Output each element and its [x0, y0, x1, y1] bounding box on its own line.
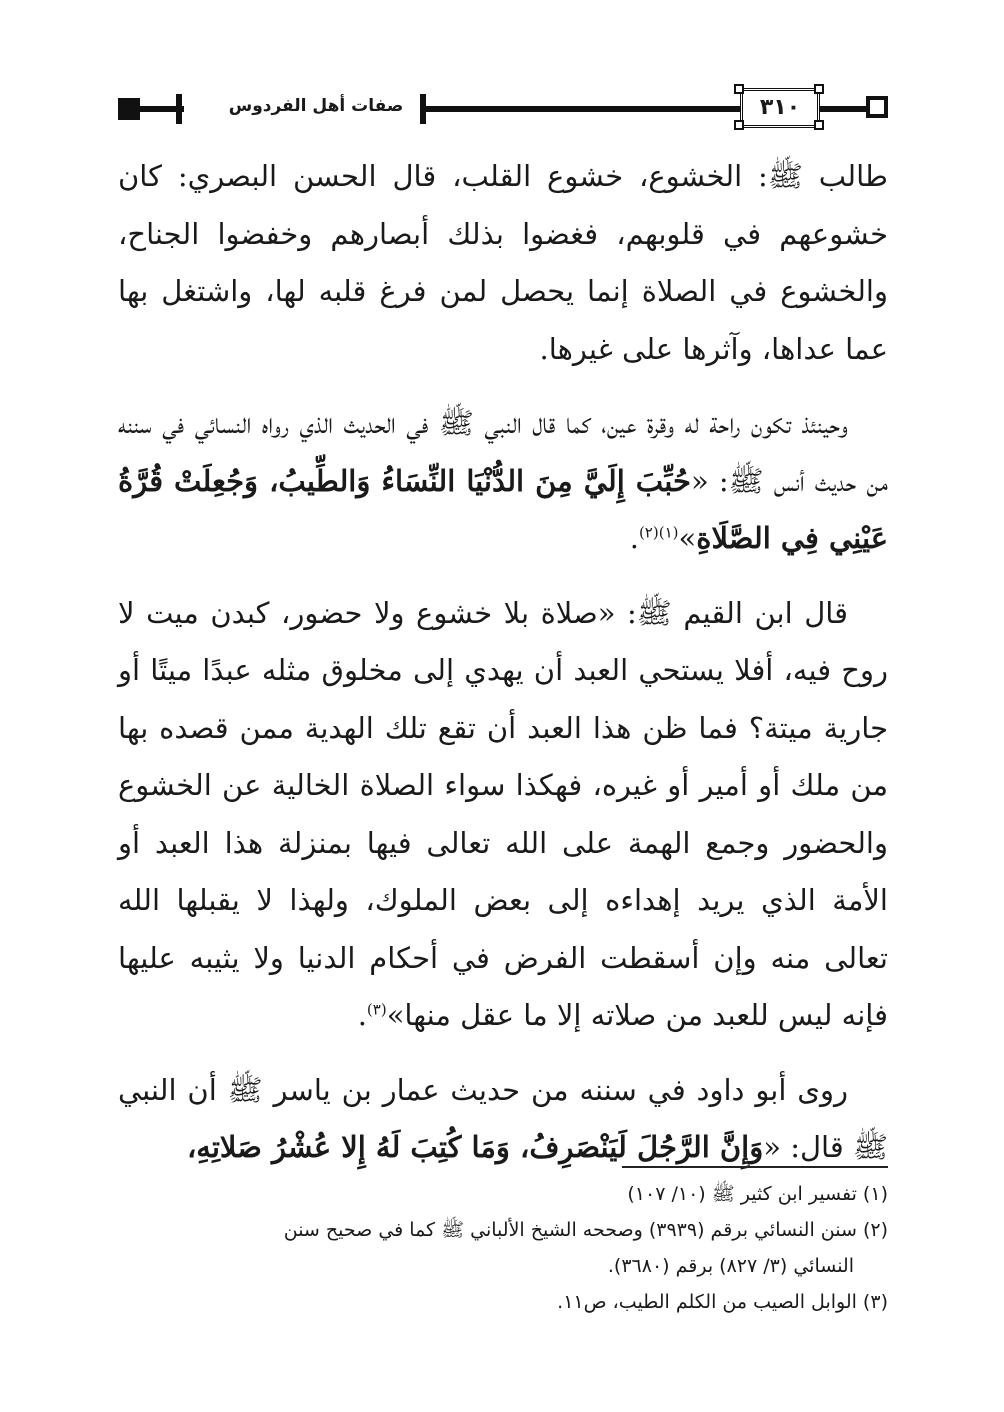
paragraph-3 [118, 585, 888, 1045]
footnote-1: (١) تفسير ابن كثير ﷺ (١٠/ ١٠٧) [627, 1183, 888, 1205]
sentence-end: . [629, 521, 639, 555]
footnote-2: (٢) سنن النسائي برقم (٣٩٣٩) وصححه الشيخ الألباني ﷺ كما في صحيح سنن [283, 1219, 888, 1241]
header-right-bar [820, 106, 866, 112]
page-number-corner [734, 84, 744, 94]
quote-close: » [678, 521, 697, 555]
page-number: ٣١٠ [740, 88, 820, 128]
footnote-ref: (٣) [366, 1000, 387, 1019]
paragraph-4-text: روى أبو داود في سننه من حديث عمار بن ياسر ﷺ أن النبي ﷺ قال: « [118, 1072, 888, 1164]
paragraph-1: طالب ﷺ: الخشوع، خشوع القلب، قال الحسن البصري: كان خشوعهم في قلوبهم، فغضوا بذلك أبصارهم وخفضوا الجناح، والخشوع في الصلاة إنما يحصل لمن فرغ قلبه لها، واشتغل بها عما عداها، وآثرها على غيرها. [118, 159, 888, 366]
paragraph-2 [118, 395, 888, 568]
paragraph-2-text: وحينئذ تكون راحة له وقرة عين، كما قال النبي ﷺ في الحديث الذي رواه النسائي في سننه من حديث أنس ﷺ: « [118, 406, 888, 498]
sentence-end: . [357, 998, 367, 1032]
page-number-corner [814, 120, 824, 130]
header-left-square [118, 98, 140, 120]
footnotes [118, 1176, 888, 1320]
paragraph-3-text: قال ابن القيم ﷺ: «صلاة بلا خشوع ولا حضور، كبدن ميت لا روح فيه، أفلا يستحي العبد أن يهدي إلى مخلوق مثله عبدًا ميتًا أو جارية ميتة؟ فما ظن هذا العبد أن تقع تلك الهدية ممن قصده بها من ملك أو أمير أو غيره، فهكذا سواء الصلاة الخالية عن الخشوع والحضور وجمع الهمة على الله تعالى فيها بمنزلة هذا العبد أو الأمة الذي يريد إهداءه إلى بعض الملوك، ولهذا لا يقبلها الله تعالى منه وإن أسقطت الفرض في أحكام الدنيا ولا يثيبه عليها فإنه ليس للعبد من صلاته إلا ما عقل منها» [118, 595, 888, 1032]
header-right-square [866, 96, 888, 118]
header-left-tick [176, 94, 182, 124]
footnote-ref: (١)(٢) [638, 523, 679, 542]
page-header [118, 84, 888, 132]
page-body [118, 148, 888, 1177]
footnote-2-continued: النسائي (٣/ ٨٢٧) برقم (٣٦٨٠). [607, 1255, 854, 1277]
header-mid-bar [426, 106, 740, 112]
footnote-divider [622, 1166, 888, 1168]
paragraph-4 [118, 1062, 888, 1177]
page-number-corner [734, 120, 744, 130]
book-title: صفات أهل الفردوس [228, 96, 404, 116]
hadith-quote: حُبِّبَ إِلَيَّ مِنَ الدُّنْيَا النِّسَاءُ وَالطِّيبُ، وَجُعِلَتْ قُرَّةُ عَيْنِي فِي الصَّلَاةِ [118, 463, 888, 555]
page-number-corner [814, 84, 824, 94]
hadith-quote: وَإِنَّ الرَّجُلَ لَيَنْصَرِفُ، وَمَا كُتِبَ لَهُ إِلا عُشْرُ صَلاتِهِ، [186, 1130, 764, 1164]
footnote-3: (٣) الوابل الصيب من الكلم الطيب، ص١١. [557, 1291, 888, 1313]
